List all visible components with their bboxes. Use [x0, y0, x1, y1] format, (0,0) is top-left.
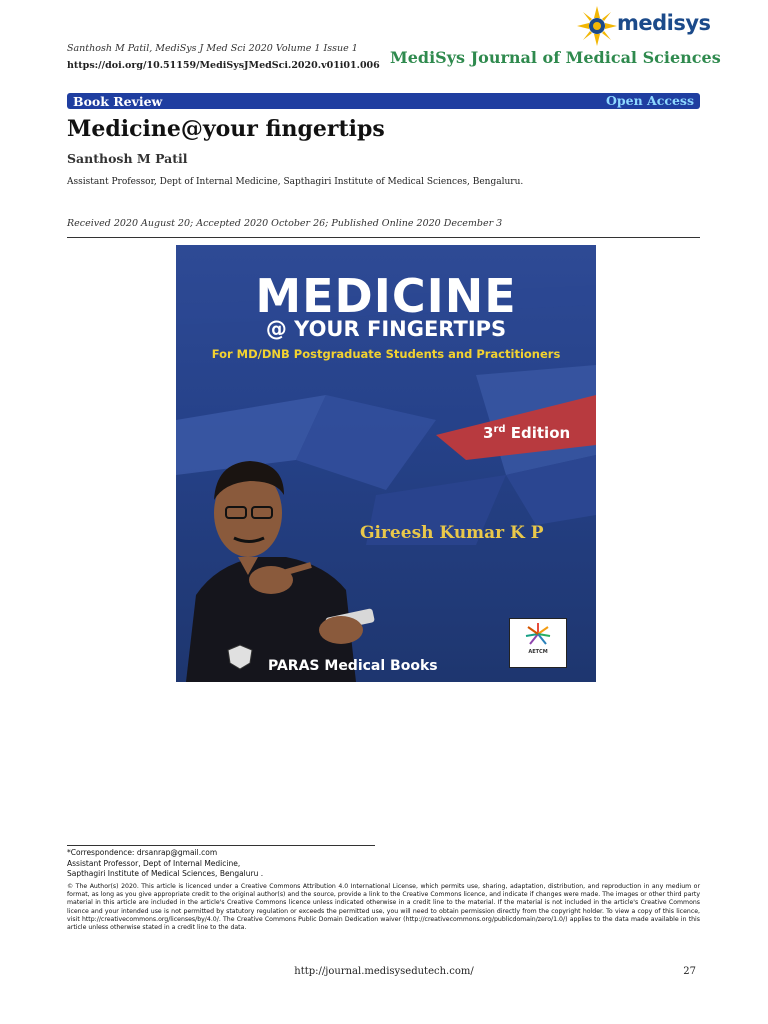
header-divider [67, 237, 700, 238]
article-type-label: Book Review [73, 94, 163, 109]
journal-name: MediSys Journal of Medical Sciences [390, 48, 721, 67]
cover-edition [483, 424, 570, 442]
publication-dates: Received 2020 August 20; Accepted 2020 October 26; Published Online 2020 December 3 [67, 218, 503, 229]
cover-publisher: PARAS Medical Books [268, 658, 438, 674]
page-number: 27 [683, 966, 696, 977]
edition-number: 3 [483, 424, 494, 442]
author-affiliation: Assistant Professor, Dept of Internal Medicine, Sapthagiri Institute of Medical Sciences, Bengaluru. [67, 177, 524, 187]
edition-suffix: rd [493, 424, 506, 435]
cover-subtitle: @ YOUR FINGERTIPS [265, 317, 507, 341]
open-access-label: Open Access [606, 93, 694, 108]
edition-word: Edition [510, 424, 571, 442]
license-text: © The Author(s) 2020. This article is licenced under a Creative Commons Attribution 4.0 International License, which permits use, sharing, adaptation, distribution, and reproduction in any medium or format, as long as you give appropriate credit to the original author(s) and the source, provide a link to the Creative Commons licence, and indicate if changes were made. The images or other third party material in this article are included in the article's Creative Commons licence unless indicated otherwise in a credit line to the material. If the material is not included in the article's Creative Commons licence and your intended use is not permitted by statutory regulation or exceeds the permitted use, you will need to obtain permission directly from the copyright holder. To view a copy of this licence, visit http://creativecommons.org/licenses/by/4.0/. The Creative Commons Public Domain Dedication waiver (http://creativecommons.org/publicdomain/zero/1.0/) applies to the data made available in this article unless otherwise stated in a credit line to the data. [67, 883, 700, 932]
journal-url[interactable]: http://journal.medisysedutech.com/ [294, 966, 474, 977]
book-cover-image [176, 245, 596, 682]
correspondence-affiliation: Assistant Professor, Dept of Internal Medicine, [67, 859, 241, 868]
correspondence-institute: Sapthagiri Institute of Medical Sciences, Bengaluru . [67, 869, 264, 878]
cover-author: Gireesh Kumar K P [360, 523, 544, 543]
citation-line: Santhosh M Patil, MediSys J Med Sci 2020 Volume 1 Issue 1 [67, 43, 358, 54]
aetcm-logo-icon [510, 619, 566, 649]
cover-audience: For MD/DNB Postgraduate Students and Practitioners [211, 347, 561, 361]
article-title: Medicine@your fingertips [67, 116, 385, 142]
footnote-divider [67, 845, 375, 846]
cover-title: MEDICINE [255, 269, 517, 323]
article-author: Santhosh M Patil [67, 151, 188, 166]
correspondence-note: *Correspondence: drsanrap@gmail.com [67, 848, 218, 857]
medisys-logo [577, 6, 711, 46]
aetcm-badge [509, 618, 567, 668]
badge-label: AETCM [528, 649, 548, 655]
doi-link[interactable]: https://doi.org/10.51159/MediSysJMedSci.2020.v01i01.006 [67, 60, 380, 71]
logo-wordmark: medisys [617, 11, 711, 35]
sun-logo-icon [577, 6, 617, 46]
